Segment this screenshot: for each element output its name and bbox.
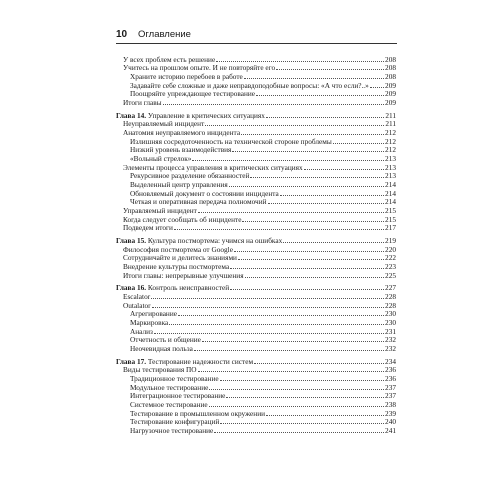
toc-entry	[116, 291, 396, 300]
dot-leader	[276, 63, 384, 71]
toc-page-number: 237	[385, 391, 396, 401]
toc-entry	[116, 188, 396, 197]
toc-page-number: 208	[385, 63, 396, 73]
toc-entry-title: Управляемый инцидент	[123, 205, 197, 215]
toc-entry-title: Маркировка	[130, 317, 169, 327]
toc-entry	[116, 426, 396, 435]
chapter-label: Глава 15.	[116, 235, 147, 245]
toc-entry-title: Выделенный центр управления	[130, 179, 228, 189]
toc-entry-title: Традиционное тестирование	[130, 374, 219, 384]
toc-entry-title: Учитесь на прошлом опыте. И не повторяйте его	[123, 63, 276, 73]
dot-leader	[244, 71, 384, 79]
dot-leader	[198, 365, 384, 373]
toc-page-number: 209	[385, 80, 396, 90]
toc-entry-title: Анатомия неуправляемого инцидента	[123, 127, 241, 137]
toc-entry-title: Итоги главы	[123, 97, 162, 107]
toc-page-number: 228	[385, 291, 396, 301]
dot-leader	[169, 317, 384, 325]
toc-entry	[116, 54, 396, 63]
toc-page-number: 225	[385, 270, 396, 280]
toc-page-number: 215	[385, 214, 396, 224]
toc-entry	[116, 400, 396, 409]
toc-entry-title: Escalator	[123, 291, 151, 301]
toc-page-number: 212	[385, 145, 396, 155]
toc-page-number: 211	[385, 119, 396, 129]
toc-entry	[116, 145, 396, 154]
toc-page-number: 208	[385, 54, 396, 64]
toc-page-number: 241	[385, 426, 396, 436]
toc-entry-title: Тестирование конфигураций	[130, 417, 220, 427]
toc-page-number: 213	[385, 171, 396, 181]
toc-entry-title: Глава 17. Тестирование надежности систем	[116, 356, 254, 366]
dot-leader	[245, 270, 384, 278]
toc-entry-title: Системное тестирование	[130, 400, 208, 410]
toc-entry	[116, 162, 396, 171]
dot-leader	[266, 408, 384, 416]
toc-entry	[116, 300, 396, 309]
toc-page-number: 227	[385, 283, 396, 293]
dot-leader	[192, 153, 384, 161]
dot-leader	[152, 300, 384, 308]
dot-leader	[151, 291, 384, 299]
toc-entry	[116, 309, 396, 318]
toc-page-number: 214	[385, 197, 396, 207]
toc-entry	[116, 205, 396, 214]
toc-page-number: 234	[385, 356, 396, 366]
toc-entry	[116, 261, 396, 270]
toc-entry	[116, 417, 396, 426]
toc-page-number: 237	[385, 382, 396, 392]
dot-leader	[202, 335, 384, 343]
dot-leader	[230, 283, 384, 291]
dot-leader	[304, 162, 384, 170]
dot-leader	[229, 179, 384, 187]
dot-leader	[266, 110, 384, 118]
toc-page-number: 214	[385, 179, 396, 189]
toc-chapter	[116, 283, 396, 292]
toc-entry-title: Тестирование в промышленном окружении	[130, 408, 265, 418]
dot-leader	[254, 356, 384, 364]
toc-entry	[116, 153, 396, 162]
dot-leader	[209, 382, 384, 390]
toc-page-number: 240	[385, 417, 396, 427]
toc-entry-title: Низкий уровень взаимодействия	[130, 145, 232, 155]
toc-entry	[116, 408, 396, 417]
toc-entry	[116, 119, 396, 128]
toc-page-number: 213	[385, 162, 396, 172]
dot-leader	[198, 205, 384, 213]
chapter-label: Глава 16.	[116, 283, 147, 293]
toc-entry-title: Глава 15. Культура постмортема: учимся на ошибках	[116, 235, 283, 245]
toc-entry-title: Виды тестирования ПО	[123, 365, 197, 375]
toc-entry	[116, 97, 396, 106]
toc-entry-title: Отчетность и общение	[130, 335, 201, 345]
toc-entry-title: «Вольный стрелок»	[130, 153, 192, 163]
dot-leader	[250, 171, 384, 179]
toc-page-number: 212	[385, 127, 396, 137]
toc-entry-title: Неочевидная польза	[130, 344, 193, 353]
toc-page-number: 230	[385, 309, 396, 319]
toc-entry	[116, 223, 396, 232]
dot-leader	[220, 417, 384, 425]
toc-page-number: 208	[385, 71, 396, 81]
toc-entry-title: Внедрение культуры постмортема	[123, 261, 230, 271]
toc-entry	[116, 344, 396, 353]
toc-page-number: 222	[385, 253, 396, 263]
dot-leader	[154, 326, 384, 334]
dot-leader	[256, 89, 384, 97]
toc-entry-title: Философия постмортема от Google	[123, 244, 233, 254]
dot-leader	[238, 253, 384, 261]
toc-entry-title: Излишняя сосредоточенность на технической стороне проблемы	[130, 136, 332, 146]
toc-page-number: 236	[385, 374, 396, 384]
toc-entry	[116, 80, 396, 89]
toc-entry	[116, 63, 396, 72]
toc-entry-title: Четкая и оперативная передача полномочий	[130, 197, 267, 207]
toc-page-number: 213	[385, 153, 396, 163]
dot-leader	[174, 223, 384, 231]
toc-entry	[116, 374, 396, 383]
toc-entry-title: Рекурсивное разделение обязанностей	[130, 171, 250, 181]
table-of-contents	[116, 54, 396, 434]
toc-page-number: 211	[385, 110, 396, 120]
chapter-label: Глава 17.	[116, 356, 147, 366]
toc-entry	[116, 197, 396, 206]
toc-page-number: 212	[385, 136, 396, 146]
dot-leader	[205, 119, 384, 127]
toc-entry	[116, 365, 396, 374]
toc-entry	[116, 317, 396, 326]
toc-entry-title: Задавайте себе сложные и даже неправдоподобные вопросы: «А что если?..»	[130, 80, 369, 90]
toc-page-number: 232	[385, 344, 396, 353]
toc-chapter	[116, 110, 396, 119]
dot-leader	[230, 261, 384, 269]
chapter-label: Глава 14.	[116, 110, 147, 120]
toc-entry-title: Интеграционное тестирование	[130, 391, 226, 401]
toc-entry-title: Когда следует сообщать об инциденте	[123, 214, 242, 224]
toc-entry-title: Поощряйте упреждающее тестирование	[130, 89, 256, 99]
page-number: 10	[116, 29, 128, 40]
toc-entry	[116, 382, 396, 391]
dot-leader	[280, 188, 384, 196]
toc-entry	[116, 253, 396, 262]
dot-leader	[268, 197, 385, 205]
dot-leader	[214, 426, 384, 434]
toc-entry-title: Подведем итоги	[123, 223, 173, 233]
dot-leader	[220, 374, 384, 382]
toc-entry	[116, 71, 396, 80]
dot-leader	[241, 127, 384, 135]
toc-page-number: 232	[385, 335, 396, 345]
toc-entry	[116, 179, 396, 188]
toc-page-number: 239	[385, 408, 396, 418]
toc-chapter	[116, 356, 396, 365]
toc-entry-title: Неуправляемый инцидент	[123, 119, 205, 129]
toc-page-number: 220	[385, 244, 396, 254]
toc-page-number: 223	[385, 261, 396, 271]
toc-page-number: 238	[385, 400, 396, 410]
toc-entry-title: Итоги главы: непрерывные улучшения	[123, 270, 244, 280]
toc-entry-title: У всех проблем есть решение	[123, 54, 216, 64]
dot-leader	[234, 244, 384, 252]
dot-leader	[226, 391, 384, 399]
toc-page-number: 236	[385, 365, 396, 375]
dot-leader	[232, 145, 384, 153]
toc-entry	[116, 244, 396, 253]
dot-leader	[370, 80, 384, 88]
page-header	[116, 29, 397, 43]
toc-entry-title: Агрегирование	[130, 309, 177, 319]
toc-entry	[116, 335, 396, 344]
toc-entry-title: Сотрудничайте и делитесь знаниями	[123, 253, 237, 263]
header-rule	[116, 43, 397, 44]
toc-page-number: 230	[385, 317, 396, 327]
running-title: Оглавление	[138, 29, 191, 40]
toc-entry	[116, 214, 396, 223]
toc-page-number: 209	[385, 97, 396, 107]
toc-entry	[116, 127, 396, 136]
toc-entry	[116, 171, 396, 180]
toc-page-number: 231	[385, 326, 396, 336]
toc-entry	[116, 391, 396, 400]
dot-leader	[178, 309, 384, 317]
toc-page-number: 215	[385, 205, 396, 215]
toc-entry	[116, 136, 396, 145]
toc-entry-title: Храните историю перебоев в работе	[130, 71, 243, 81]
toc-entry	[116, 326, 396, 335]
dot-leader	[283, 235, 384, 243]
toc-page-number: 214	[385, 188, 396, 198]
toc-entry	[116, 270, 396, 279]
dot-leader	[216, 54, 384, 62]
toc-entry-title: Outalator	[123, 300, 151, 310]
dot-leader	[242, 214, 384, 222]
toc-page-number: 228	[385, 300, 396, 310]
toc-entry-title: Обновляемый документ о состоянии инцидента	[130, 188, 279, 198]
toc-page-number: 209	[385, 89, 396, 99]
toc-page-number: 219	[385, 235, 396, 245]
toc-entry-title: Элементы процесса управления в критических ситуациях	[123, 162, 303, 172]
toc-entry	[116, 89, 396, 98]
toc-entry-title: Нагрузочное тестирование	[130, 426, 214, 436]
toc-chapter	[116, 235, 396, 244]
dot-leader	[163, 97, 384, 105]
toc-entry-title: Глава 16. Контроль неисправностей	[116, 283, 230, 293]
toc-page-number: 217	[385, 223, 396, 233]
dot-leader	[209, 400, 384, 408]
dot-leader	[333, 136, 384, 144]
toc-entry-title: Глава 14. Управление в критических ситуациях	[116, 110, 265, 120]
toc-entry-title: Анализ	[130, 326, 153, 336]
toc-entry-title: Модульное тестирование	[130, 382, 209, 392]
dot-leader	[194, 344, 384, 352]
